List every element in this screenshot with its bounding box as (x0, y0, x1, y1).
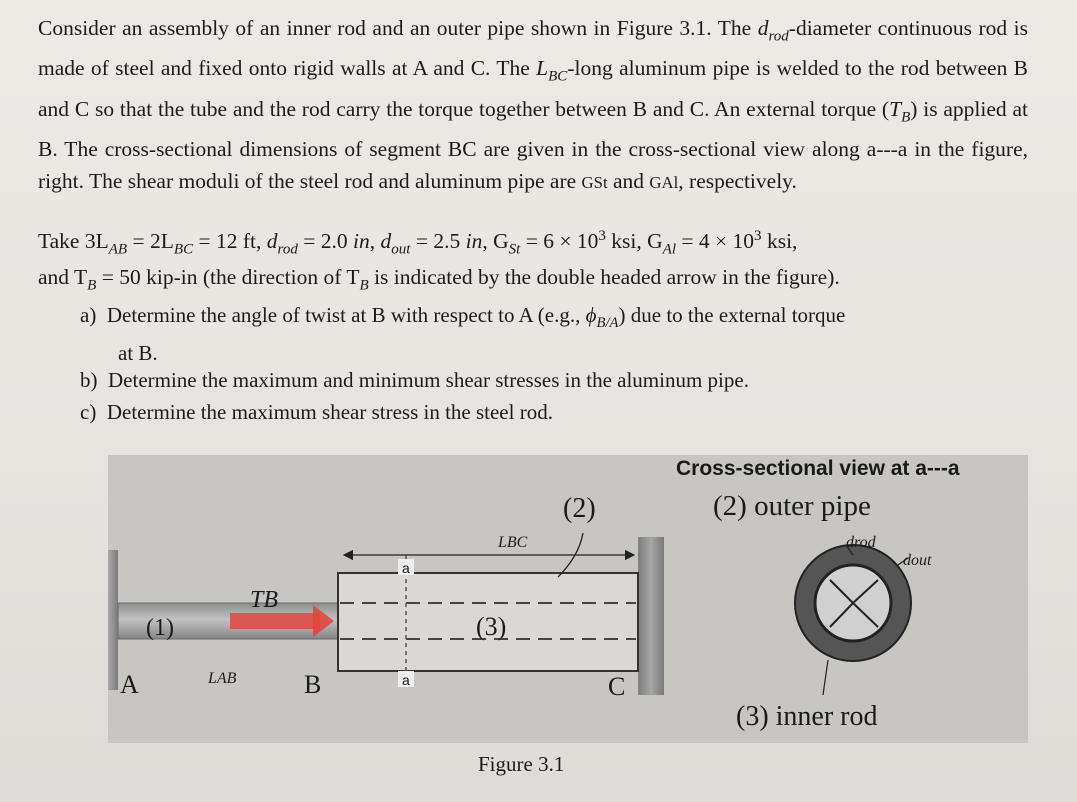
text-segment: , respectively. (678, 168, 797, 193)
cs-title: Cross-sectional view at a---a (676, 457, 960, 480)
label-pipe-2: (2) (563, 493, 596, 524)
lbc-symbol: $L_{BC}$ (536, 56, 568, 85)
question-a: a) Determine the angle of twist at B with respect to A (e.g., $\phi_{B/A}$) due to the external torque at B. (80, 303, 846, 366)
cs-outer-label: (2) outer pipe (713, 490, 871, 522)
label-rod-1: (1) (146, 615, 174, 641)
drod-symbol: $d_{rod}$ (757, 16, 789, 45)
text-segment: ) is applied at B. The cross-sectional dimensions of segment BC are given in the cross-sectional view along a---a in the figure, right. The shear moduli of the steel rod and aluminum pipe are (38, 96, 1028, 193)
label-c: C (608, 672, 626, 701)
given-line-2: and $T_B = 50$ kip-in (the direction of $T_B$ is indicated by the double headed arrow in the figure). (38, 265, 840, 294)
label-b: B (304, 670, 322, 699)
label-lbc: LBC (498, 534, 528, 551)
figure-caption: Figure 3.1 (478, 752, 565, 776)
given-values (38, 220, 1028, 302)
figure-3-1 (108, 455, 1028, 745)
gst-symbol: GSt (581, 172, 608, 192)
torque-arrow (230, 613, 320, 629)
cs-inner-label: (3) inner rod (736, 701, 878, 732)
label-lab: LAB (208, 670, 237, 687)
gal-symbol: GAl (649, 172, 679, 192)
text-segment: Consider an assembly of an inner rod and an outer pipe shown in Figure 3.1. The (38, 16, 758, 40)
label-a-wall: A (120, 670, 139, 699)
problem-description (38, 12, 1028, 199)
wall-c (638, 537, 664, 695)
question-b: b) Determine the maximum and minimum shear stresses in the aluminum pipe. (80, 368, 749, 392)
text-segment: -diameter continuous rod is made of steel and fixed onto rigid walls at A and C. The (38, 16, 1028, 81)
given-line-1: Take $3L_{AB} = 2L_{BC} = 12$ ft, $d_{rod} = 2.0$ in, $d_{out} = 2.5$ in, $G_{St} = 6 \times 10^3$ ksi, $G_{Al} = 4 \times 10^3$ ksi, (38, 228, 798, 258)
question-c: c) Determine the maximum shear stress in the steel rod. (80, 400, 553, 424)
tb-symbol: $T_B$ (889, 96, 911, 125)
text-segment: and (607, 168, 650, 193)
text-segment: -long aluminum pipe is welded to the rod between B and C so that the tube and the rod carry the torque together between B and C. An external torque ( (38, 56, 1028, 121)
label-tb: TB (250, 587, 279, 613)
cs-drod-label: drod (846, 534, 876, 551)
label-a-top: a (402, 560, 410, 576)
cs-dout-label: dout (903, 552, 932, 569)
label-a-bottom: a (402, 672, 410, 688)
wall-a (108, 550, 118, 690)
label-rod-3: (3) (476, 612, 507, 641)
